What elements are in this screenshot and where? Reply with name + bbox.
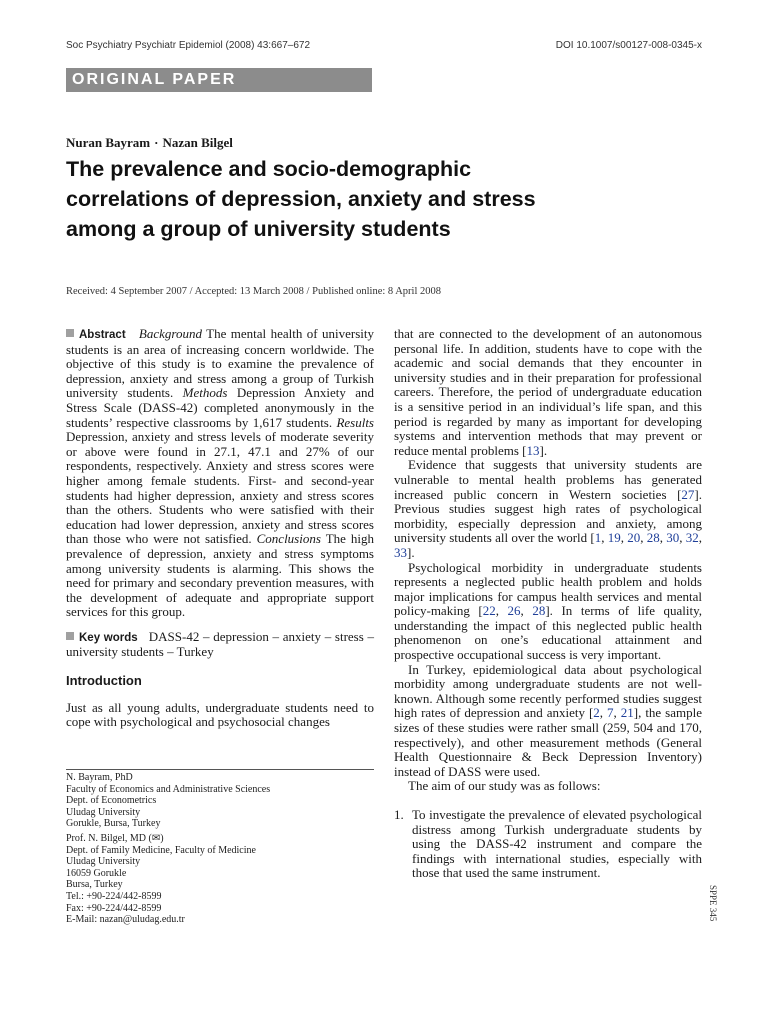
background-text: The mental health of university students is an area of increasing concern worldwide. The objective of this study is to examine the prevalence of depression, anxiety and stress among a group of Turkish university students. (66, 326, 374, 401)
affiliation-line: Gorukle, Bursa, Turkey (66, 818, 161, 830)
affiliation-line: Faculty of Economics and Administrative Sciences (66, 783, 271, 795)
body-paragraph: In Turkey, epidemiological data about psychological morbidity among undergraduate students are not well-known. Although some recently performed studies suggest high rates of depression and anxiety [2, 7, 21], the sample sizes of these studies were rather small (259, 504 and 170, respectively), and other measurement methods (General Health Questionnaire & Beck Depression Inventory) instead of DASS were used. (394, 661, 702, 779)
author-affiliations (66, 769, 374, 929)
body-paragraph (394, 327, 702, 458)
affiliation-line: Uludag University (66, 806, 141, 818)
left-column (66, 327, 374, 730)
paragraph-text: Psychological morbidity in undergraduate students represents a neglected public health problem and holds major implications for campus health services and mental policy-making [ (394, 559, 702, 619)
reference-link[interactable]: 33 (394, 544, 407, 560)
affiliation-block-1 (66, 772, 374, 830)
paragraph-text: Evidence that suggests that university students are vulnerable to mental health problems has generated increased public concern in Western societies [ (394, 457, 702, 502)
reference-link[interactable]: 21 (620, 705, 634, 721)
square-bullet-icon (66, 632, 74, 640)
author-name: Nuran Bayram (66, 135, 151, 150)
reference-link[interactable]: 26 (507, 603, 521, 619)
article-type-banner: ORIGINAL PAPER (66, 68, 372, 92)
author-separator: · (154, 135, 159, 150)
introduction-heading: Introduction (66, 673, 142, 689)
keywords-text: DASS-42 – depression – anxiety – stress – university students – Turkey (66, 628, 374, 660)
reference-link[interactable]: 22 (482, 603, 496, 619)
methods-label: Methods (182, 385, 228, 401)
right-column (394, 327, 702, 881)
paper-title: The prevalence and socio-demographic correlations of depression, anxiety and stress among a group of university students (66, 157, 536, 241)
square-bullet-icon (66, 329, 74, 337)
reference-link[interactable]: 13 (526, 442, 540, 458)
affiliation-block-2 (66, 833, 374, 926)
results-text: Depression, anxiety and stress levels of moderate severity or above were found in 27.1, 47.1 and 27% of our respondents, respectively. Anxiety and stress scores were higher among female students. First- and second-year students had higher depression, anxiety and stress scores than the others. Students who were satisfied with their education had lower depression, anxiety and stress scores than those who were not satisfied. (66, 429, 374, 547)
conclusions-text: The high prevalence of depression, anxiety and stress symptoms among university students is alarming. This shows the need for primary and secondary prevention measures, with the development of adequate and appropriate support services for this group. (66, 531, 375, 620)
reference-link[interactable]: 32 (685, 530, 699, 546)
side-code: SPPE 345 (708, 885, 718, 922)
affiliation-line: Bursa, Turkey (66, 879, 123, 891)
reference-link[interactable]: 20 (627, 530, 641, 546)
reference-link[interactable]: 27 (681, 486, 695, 502)
doi: DOI 10.1007/s00127-008-0345-x (555, 40, 702, 51)
reference-link[interactable]: 7 (607, 705, 614, 721)
list-item-text: To investigate the prevalence of elevated psychological distress among Turkish undergraduate students by using the DASS-42 instrument and compare the findings with international studies, especially with those that used the same instrument. (412, 807, 702, 881)
paragraph-text: ]. In terms of life quality, understanding the impact of this neglected public health phenomenon on one’s educational attainment and prospective occupational success is very important. (394, 603, 703, 663)
paragraph-text: ]. Previous studies suggest high rates of psychological morbidity, especially depression and anxiety, among university students all over the world [ (394, 486, 702, 546)
paragraph-text: ]. (539, 442, 548, 458)
aims-list (394, 808, 702, 881)
affiliation-line: Uludag University (66, 856, 141, 868)
affiliation-fax: Fax: +90-224/442-8599 (66, 902, 162, 914)
publication-dates: Received: 4 September 2007 / Accepted: 13 March 2008 / Published online: 8 April 2008 (66, 286, 442, 297)
reference-link[interactable]: 30 (666, 530, 680, 546)
authors (66, 135, 233, 151)
affiliation-phone: Tel.: +90-224/442-8599 (66, 890, 162, 902)
paragraph-text: that are connected to the development of an autonomous personal life. In addition, students have to cope with the academic and social demands that they encounter in university studies and in their preparation for professional careers. Therefore, the period of undergraduate education is a sensitive period in an individual’s life span, and this period is regarded by many as important for developing systems and intervention methods that may prevent or reduce mental problems [ (394, 326, 702, 458)
paragraph-text: In Turkey, epidemiological data about psychological morbidity among undergraduate students are not well-known. Although some recently performed studies suggest high rates of depression and anxiety [ (394, 661, 702, 721)
list-item-number: 1. (394, 807, 404, 822)
keywords-label: Key words (79, 631, 138, 644)
methods-text: Depression Anxiety and Stress Scale (DASS-42) completed anonymously in the students’ respective classrooms by 1,617 students. (66, 385, 375, 430)
reference-link[interactable]: 28 (646, 530, 660, 546)
reference-link[interactable]: 2 (593, 705, 600, 721)
affiliation-email: E-Mail: nazan@uludag.edu.tr (66, 914, 185, 926)
affiliation-line: N. Bayram, PhD (66, 772, 133, 783)
affiliation-line: Dept. of Econometrics (66, 795, 157, 807)
abstract (66, 327, 374, 620)
affiliation-line: Dept. of Family Medicine, Faculty of Medicine (66, 844, 256, 856)
journal-citation: Soc Psychiatry Psychiatr Epidemiol (2008) 43:667–672 (66, 40, 311, 51)
abstract-label: Abstract (79, 329, 126, 341)
results-label: Results (336, 414, 374, 430)
body-paragraph: Evidence that suggests that university students are vulnerable to mental health problems has generated increased public concern in Western societies [27]. Previous studies suggest high rates of psychological morbidity, especially depression and anxiety, among university students all over the world [1, 19, 20, 28, 30, 32, 33]. (394, 457, 702, 560)
reference-link[interactable]: 28 (532, 603, 546, 619)
background-label: Background (138, 326, 202, 341)
body-paragraph: Psychological morbidity in undergraduate students represents a neglected public health problem and holds major implications for campus health services and mental policy-making [22, 26, 28]. In terms of life quality, understanding the impact of this neglected public health phenomenon on one’s educational attainment and prospective occupational success is very important. (394, 559, 703, 663)
reference-link[interactable]: 19 (607, 530, 621, 546)
body-paragraph: The aim of our study was as follows: (408, 778, 601, 794)
conclusions-label: Conclusions (256, 531, 321, 547)
keywords (66, 630, 374, 660)
list-item (394, 808, 702, 881)
introduction-text: Just as all young adults, undergraduate students need to cope with psychological and psychosocial changes (66, 699, 374, 730)
paragraph-text: ]. (407, 544, 415, 560)
paragraph-text: ], the sample sizes of these studies were rather small (259, 504 and 170, respectively), and other measurement methods (General Health Questionnaire & Beck Depression Inventory) instead of DASS were used. (394, 705, 702, 779)
author-name: Nazan Bilgel (162, 135, 233, 150)
affiliation-line: Prof. N. Bilgel, MD (✉) (66, 832, 164, 844)
reference-link[interactable]: 1 (594, 530, 602, 546)
affiliation-line: 16059 Gorukle (66, 867, 127, 879)
